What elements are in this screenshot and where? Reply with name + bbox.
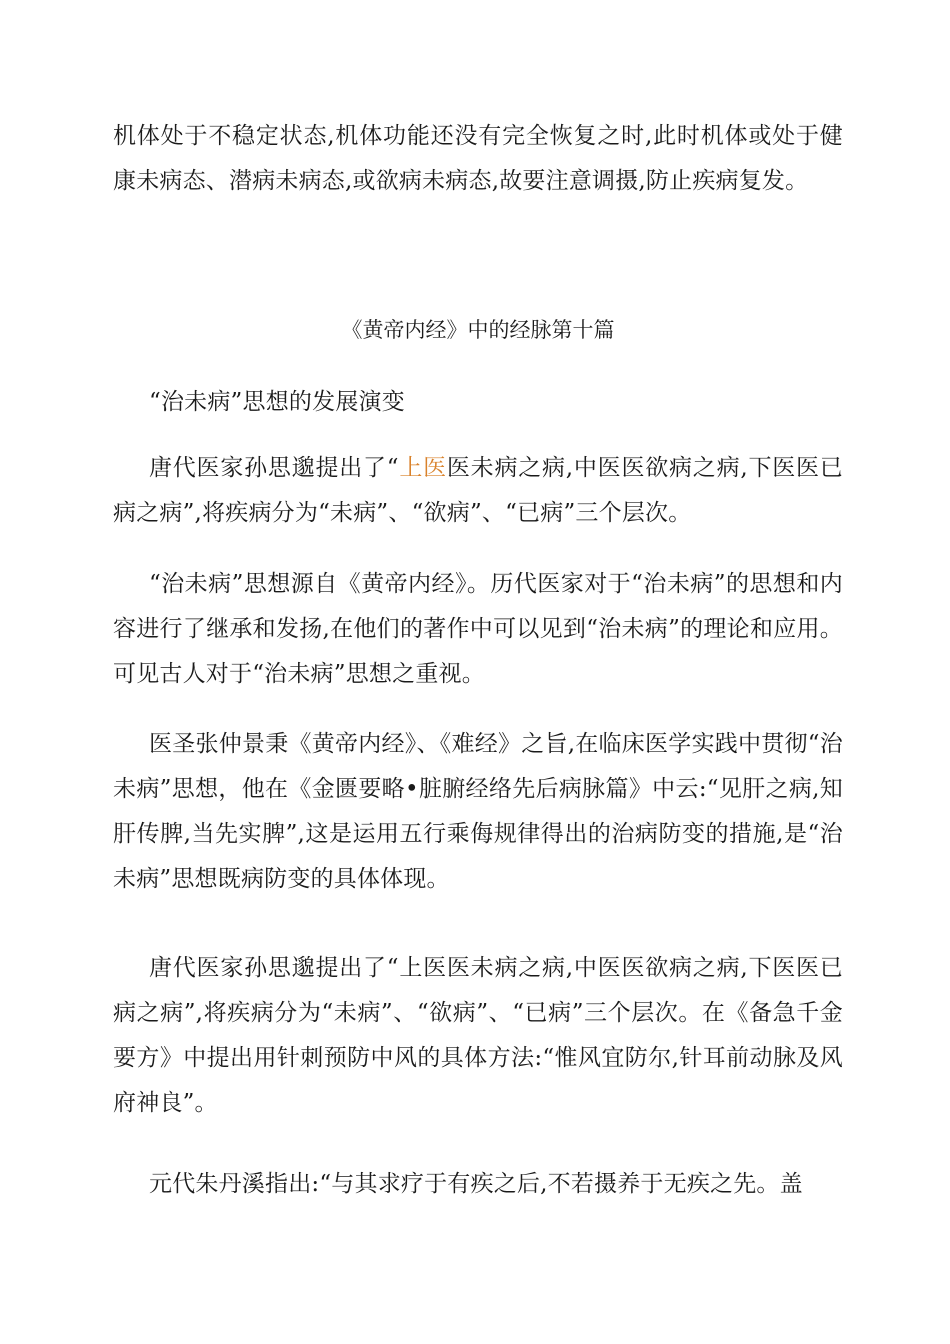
section-heading: “治未病”思想的发展演变: [149, 389, 405, 415]
paragraph-zhang-zhongjing: 医圣张仲景秉《黄帝内经》、《难经》之旨,在临床医学实践中贯彻“治未病”思想，他在《金匮要略•脏腑经络先后病脉篇》中云:“见肝之病,知肝传脾,当先实脾”,这是运用五行乘侮规律得出的治病防变的措施,是“治未病”思想既病防变的具体体现。: [113, 731, 843, 892]
paragraph-sun-simiao-2: 唐代医家孙思邈提出了“上医医未病之病,中医医欲病之病,下医医已病之病”,将疾病分为“未病”、“欲病”、“已病”三个层次。在《备急千金要方》中提出用针刺预防中风的具体方法:“惟风宜防尔,针耳前动脉及风府神良”。: [113, 955, 843, 1116]
paragraph-recovery-state: 机体处于不稳定状态,机体功能还没有完全恢复之时,此时机体或处于健康未病态、潜病未病态,或欲病未病态,故要注意调摄,防止疾病复发。: [113, 123, 843, 194]
highlighted-term: 上医: [398, 455, 447, 481]
section-title: 《黄帝内经》中的经脉第十篇: [341, 318, 615, 342]
paragraph-sun-simiao-before: 唐代医家孙思邈提出了“: [149, 455, 399, 481]
paragraph-origin: “治未病”思想源自《黄帝内经》。历代医家对于“治未病”的思想和内容进行了继承和发扬,在他们的著作中可以见到“治未病”的理论和应用。可见古人对于“治未病”思想之重视。: [113, 571, 843, 687]
paragraph-sun-simiao: [113, 446, 843, 536]
paragraph-zhu-danxi: 元代朱丹溪指出:“与其求疗于有疾之后,不若摄养于无疾之先。盖: [149, 1171, 803, 1197]
paragraph-sun-simiao-after: 医未病之病,中医医欲病之病,下医医已病之病”,将疾病分为“未病”、“欲病”、“已病”三个层次。: [113, 455, 843, 526]
